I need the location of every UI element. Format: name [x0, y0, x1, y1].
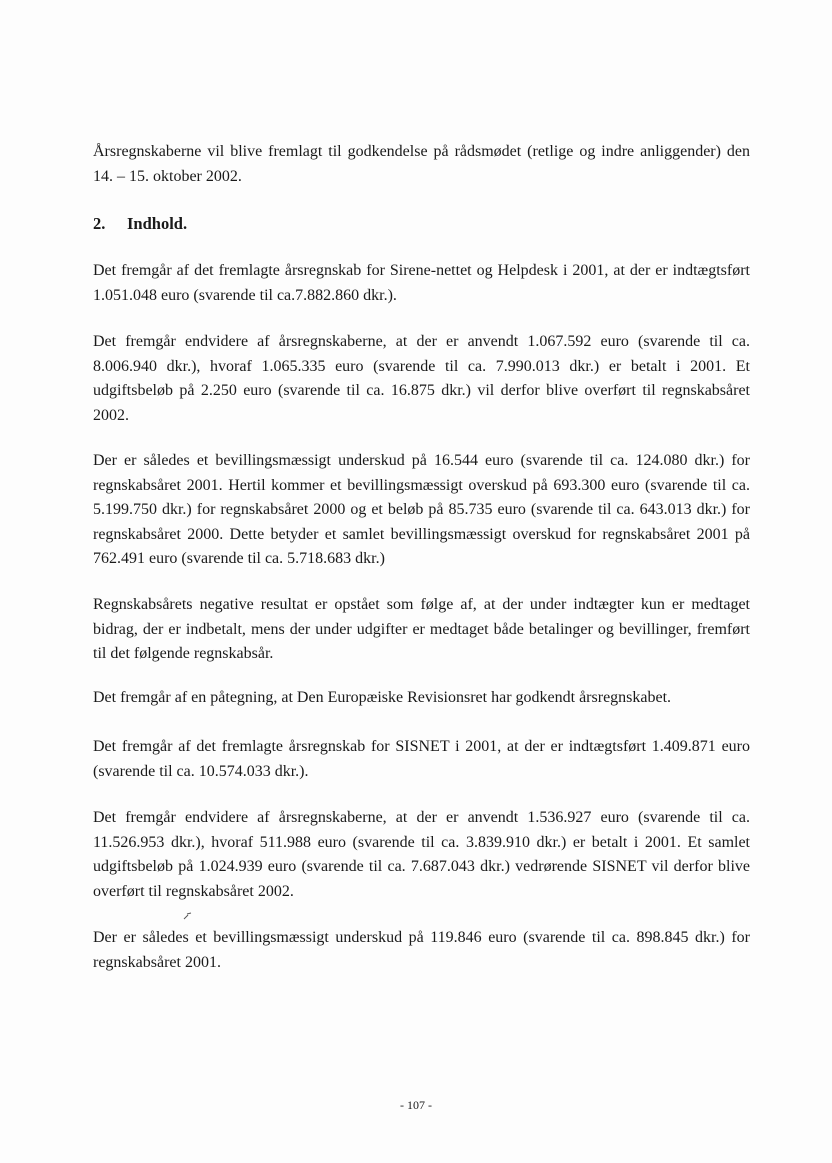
paragraph-sisnet-deficit: Der er således et bevillingsmæssigt underskud på 119.846 euro (svarende til ca. 898.845 dkr.) for regnskabsåret 2001.: [93, 929, 750, 971]
paragraph-sisnet-income: Det fremgår af det fremlagte årsregnskab for SISNET i 2001, at der er indtægtsført 1.409.871 euro (svarende til ca. 10.574.033 dkr.).: [93, 738, 750, 780]
section-heading: [93, 212, 187, 236]
ink-smudge-mark: [183, 912, 193, 920]
section-number: 2.: [93, 214, 106, 233]
paragraph-negative-result: Regnskabsårets negative resultat er opstået som følge af, at der under indtægter kun er medtaget bidrag, der er indbetalt, mens der under udgifter er medtaget både betalinger og bevillinger, fremført til det følgende regnskabsår.: [93, 596, 750, 662]
page-number: - 107 -: [400, 1098, 432, 1112]
paragraph-intro: Årsregnskaberne vil blive fremlagt til godkendelse på rådsmødet (retlige og indre anliggender) den 14. – 15. oktober 2002.: [93, 143, 750, 185]
section-title: Indhold.: [127, 214, 188, 233]
paragraph-audit-endorsement: Det fremgår af en påtegning, at Den Europæiske Revisionsret har godkendt årsregnskabet.: [93, 689, 672, 706]
paragraph-sirene-deficit: Der er således et bevillingsmæssigt underskud på 16.544 euro (svarende til ca. 124.080 dkr.) for regnskabsåret 2001. Hertil kommer et bevillingsmæssigt overskud på 693.300 euro (svarende til ca. 5.199.750 dkr.) for regnskabsåret 2000 og et beløb på 85.735 euro (svarende til ca. 643.013 dkr.) for regnskabsåret 2000. Dette betyder et samlet bevillingsmæssigt overskud for regnskabsåret 2001 på 762.491 euro (svarende til ca. 5.718.683 dkr.): [93, 452, 750, 567]
paragraph-sirene-expenses: Det fremgår endvidere af årsregnskaberne, at der er anvendt 1.067.592 euro (svarende til ca. 8.006.940 dkr.), hvoraf 1.065.335 euro (svarende til ca. 7.990.013 dkr.) er betalt i 2001. Et udgiftsbeløb på 2.250 euro (svarende til ca. 16.875 dkr.) vil derfor blive overført til regnskabsåret 2002.: [93, 333, 750, 424]
paragraph-sirene-income: Det fremgår af det fremlagte årsregnskab for Sirene-nettet og Helpdesk i 2001, at der er indtægtsført 1.051.048 euro (svarende til ca.7.882.860 dkr.).: [93, 262, 750, 304]
paragraph-sisnet-expenses: Det fremgår endvidere af årsregnskaberne, at der er anvendt 1.536.927 euro (svarende til ca. 11.526.953 dkr.), hvoraf 511.988 euro (svarende til ca. 3.839.910 dkr.) er betalt i 2001. Et samlet udgiftsbeløb på 1.024.939 euro (svarende til ca. 7.687.043 dkr.) vedrørende SISNET vil derfor blive overført til regnskabsåret 2002.: [93, 809, 750, 900]
